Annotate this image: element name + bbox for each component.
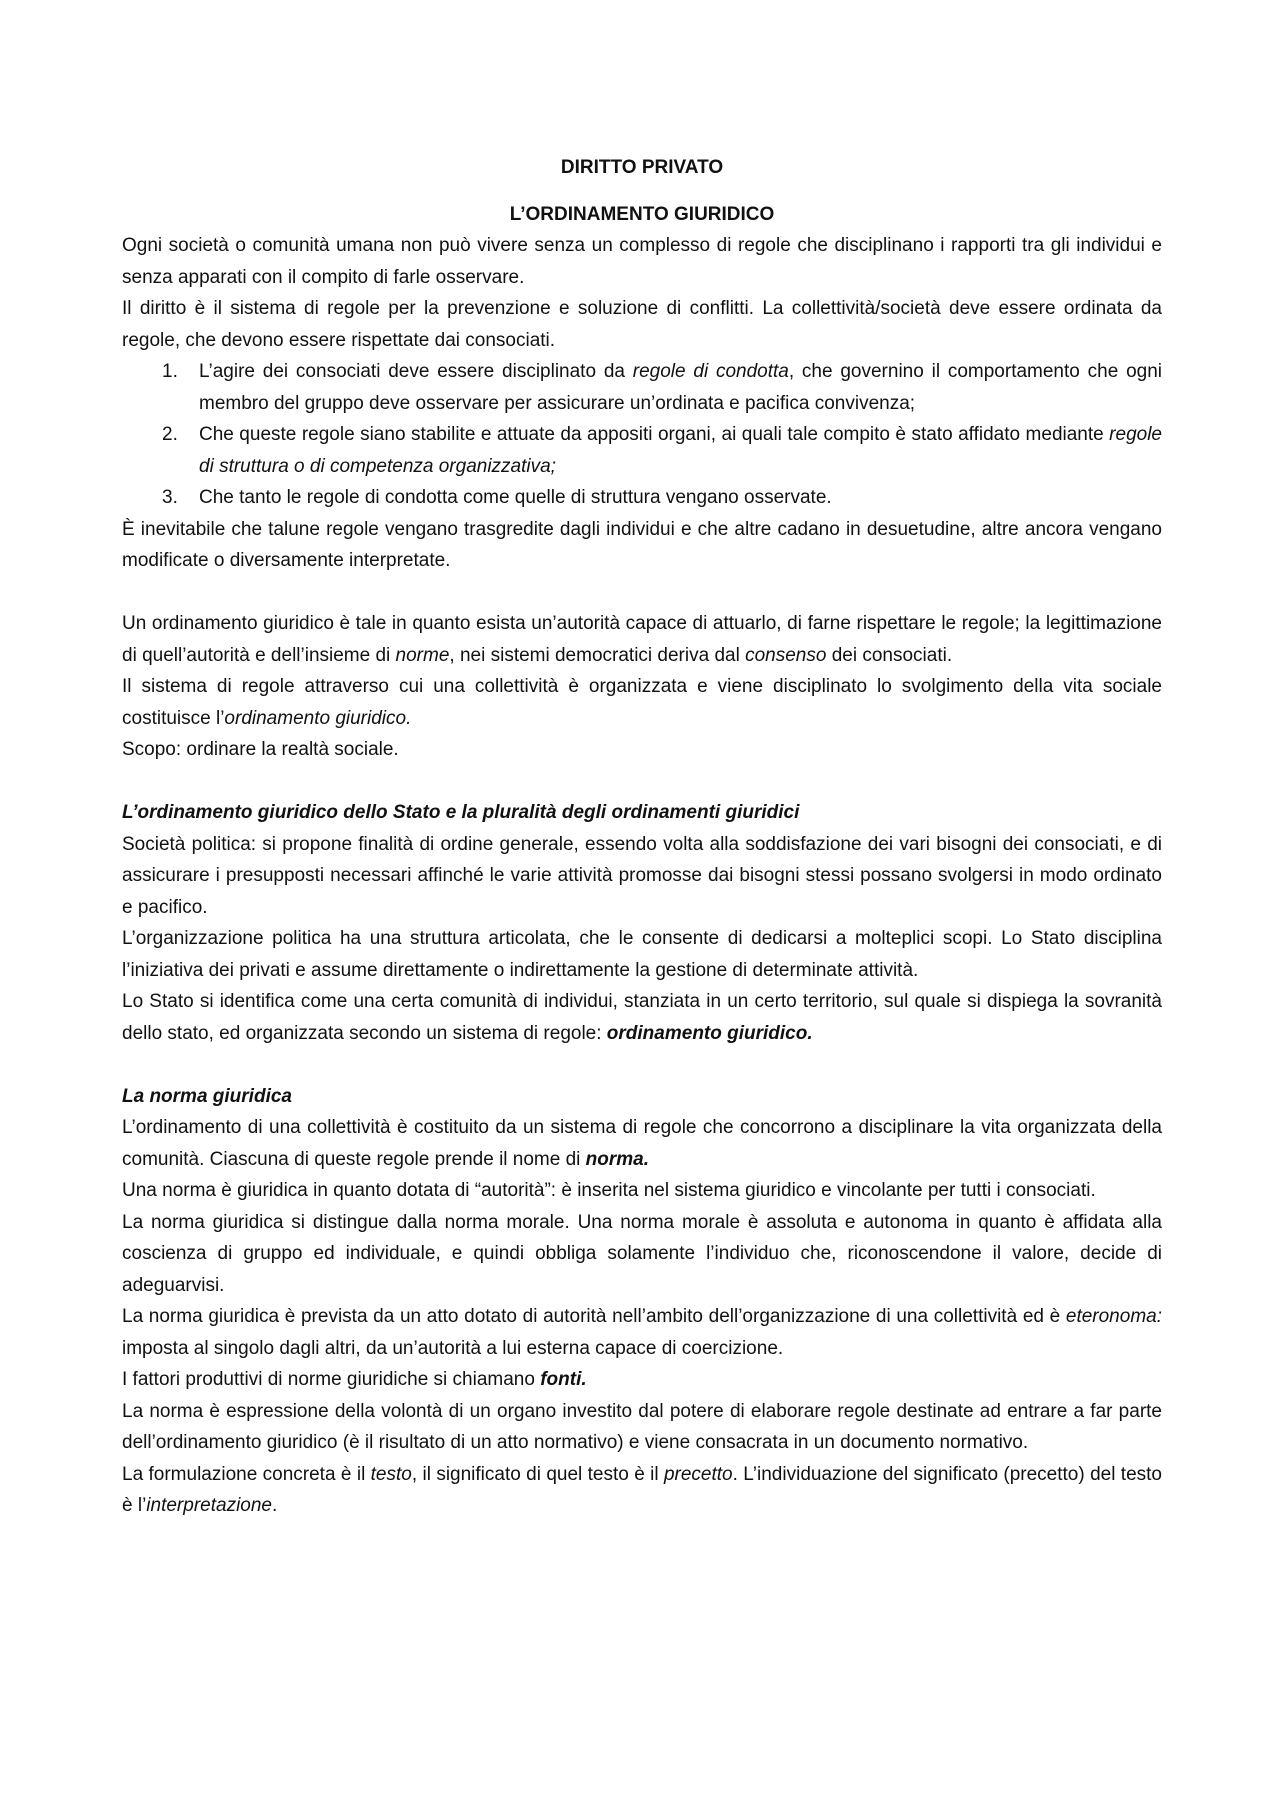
blank-line bbox=[122, 1049, 1162, 1081]
section2-paragraph-5 bbox=[122, 1364, 1162, 1396]
list-item-number: 1. bbox=[162, 361, 178, 382]
text-run: , il significato di quel testo è il bbox=[411, 1463, 664, 1485]
section-heading-norma: La norma giuridica bbox=[122, 1085, 292, 1107]
list-item bbox=[122, 356, 1162, 419]
list-item bbox=[122, 419, 1162, 482]
text-run: imposta al singolo dagli altri, da un’autorità a lui esterna capace di coercizione. bbox=[122, 1337, 784, 1359]
section1-paragraph-1: Società politica: si propone finalità di ordine generale, essendo volta alla soddisfazione dei vari bisogni dei consociati, e di assicurare i presupposti necessari affinché le varie attività promosse dai bisogni stessi possano svolgersi in modo ordinato e pacifico. bbox=[122, 833, 1162, 918]
italic-run: eteronoma: bbox=[1065, 1306, 1162, 1327]
list-item-text: Che queste regole siano stabilite e attuate da appositi organi, ai quali tale compito è stato affidato mediante bbox=[199, 424, 1110, 445]
text-run: Un ordinamento giuridico è tale in quanto esista un’autorità capace di attuarlo, di farne rispettare le regole; la legittimazione di quell’autorità e dell’insieme di bbox=[122, 613, 1162, 666]
italic-run: testo bbox=[370, 1463, 412, 1485]
bold-italic-run: fonti. bbox=[540, 1369, 587, 1390]
section2-paragraph-6: La norma è espressione della volontà di un organo investito dal potere di elaborare regole destinate ad entrare a far parte dell’ordinamento giuridico (è il risultato di un atto normativo) e viene consacrata in un documento normativo. bbox=[122, 1400, 1162, 1453]
section2-paragraph-3: La norma giuridica si distingue dalla norma morale. Una norma morale è assoluta e autonoma in quanto è affidata alla coscienza di gruppo ed individuale, e quindi obbliga solamente l’individuo che, riconoscendone il valore, decide di adeguarvisi. bbox=[122, 1211, 1162, 1296]
text-run: dei consociati. bbox=[826, 644, 953, 666]
list-item-italic: regole di struttura o di competenza organizzativa; bbox=[199, 424, 1162, 477]
list-item-number: 3. bbox=[162, 487, 178, 508]
text-run: . bbox=[272, 1495, 278, 1516]
list-item-text-end: , che governino il comportamento che ogni membro del gruppo deve osservare per assicurare un’ordinata e pacifica convivenza; bbox=[199, 361, 1162, 414]
paragraph-scopo: Scopo: ordinare la realtà sociale. bbox=[122, 739, 399, 760]
list-item-text: L’agire dei consociati deve essere disciplinato da bbox=[199, 361, 633, 382]
blank-line bbox=[122, 766, 1162, 798]
document-body bbox=[122, 152, 1162, 1522]
section2-paragraph-7 bbox=[122, 1459, 1162, 1522]
paragraph-autorita bbox=[122, 608, 1162, 671]
text-run: La norma giuridica è prevista da un atto dotato di autorità nell’ambito dell’organizzazione di una collettività ed è bbox=[122, 1306, 1066, 1327]
document-subtitle: L’ORDINAMENTO GIURIDICO bbox=[509, 203, 775, 225]
section1-paragraph-3 bbox=[122, 986, 1162, 1049]
paragraph-desuetudine: È inevitabile che talune regole vengano trasgredite dagli individui e che altre cadano in desuetudine, altre ancora vengano modificate o diversamente interpretate. bbox=[122, 518, 1162, 571]
italic-run: precetto bbox=[663, 1463, 733, 1485]
paragraph-sistema bbox=[122, 671, 1162, 734]
text-run: Lo Stato si identifica come una certa comunità di individui, stanziata in un certo territorio, sul quale si dispiega la sovranità dello stato, ed organizzata secondo un sistema di regole: bbox=[122, 991, 1162, 1044]
list-item-italic: regole di condotta bbox=[632, 361, 789, 382]
intro-paragraph-1: Ogni società o comunità umana non può vivere senza un complesso di regole che disciplinano i rapporti tra gli individui e senza apparati con il compito di farle osservare. bbox=[122, 235, 1162, 288]
list-item-text: Che tanto le regole di condotta come quelle di struttura vengano osservate. bbox=[199, 487, 832, 508]
section2-paragraph-2: Una norma è giuridica in quanto dotata di “autorità”: è inserita nel sistema giuridico e vincolante per tutti i consociati. bbox=[122, 1180, 1096, 1201]
document-title: DIRITTO PRIVATO bbox=[560, 157, 724, 178]
italic-run: norme bbox=[395, 644, 450, 666]
italic-run: consenso bbox=[745, 644, 827, 666]
bold-italic-run: norma. bbox=[585, 1148, 650, 1170]
section2-paragraph-1 bbox=[122, 1112, 1162, 1175]
bold-italic-run: ordinamento giuridico. bbox=[606, 1022, 813, 1044]
text-run: La formulazione concreta è il bbox=[122, 1463, 371, 1485]
text-run: L’ordinamento di una collettività è costituito da un sistema di regole che concorrono a disciplinare la vita organizzata della comunità. Ciascuna di queste regole prende il nome di bbox=[122, 1117, 1162, 1170]
text-run: , nei sistemi democratici deriva dal bbox=[449, 644, 746, 666]
text-run: I fattori produttivi di norme giuridiche si chiamano bbox=[122, 1369, 541, 1390]
intro-paragraph-2: Il diritto è il sistema di regole per la prevenzione e soluzione di conflitti. La collettività/società deve essere ordinata da regole, che devono essere rispettate dai consociati. bbox=[122, 298, 1162, 351]
text-run: Il sistema di regole attraverso cui una collettività è organizzata e viene disciplinato lo svolgimento della vita sociale costituisce l’ bbox=[122, 676, 1162, 729]
italic-run: interpretazione bbox=[146, 1495, 272, 1516]
section-heading-stato: L’ordinamento giuridico dello Stato e la pluralità degli ordinamenti giuridici bbox=[122, 802, 800, 823]
list-item bbox=[122, 482, 1162, 514]
section2-paragraph-4 bbox=[122, 1301, 1162, 1364]
list-item-number: 2. bbox=[162, 424, 178, 445]
section1-paragraph-2: L’organizzazione politica ha una struttura articolata, che le consente di dedicarsi a molteplici scopi. Lo Stato disciplina l’iniziativa dei privati e assume direttamente o indirettamente la gestione di determinate attività. bbox=[122, 928, 1162, 981]
requirements-list bbox=[122, 356, 1162, 514]
italic-run: ordinamento giuridico. bbox=[224, 707, 412, 729]
text-run: . L’individuazione del significato (precetto) del testo è l’ bbox=[122, 1463, 1162, 1516]
blank-line bbox=[122, 577, 1162, 609]
